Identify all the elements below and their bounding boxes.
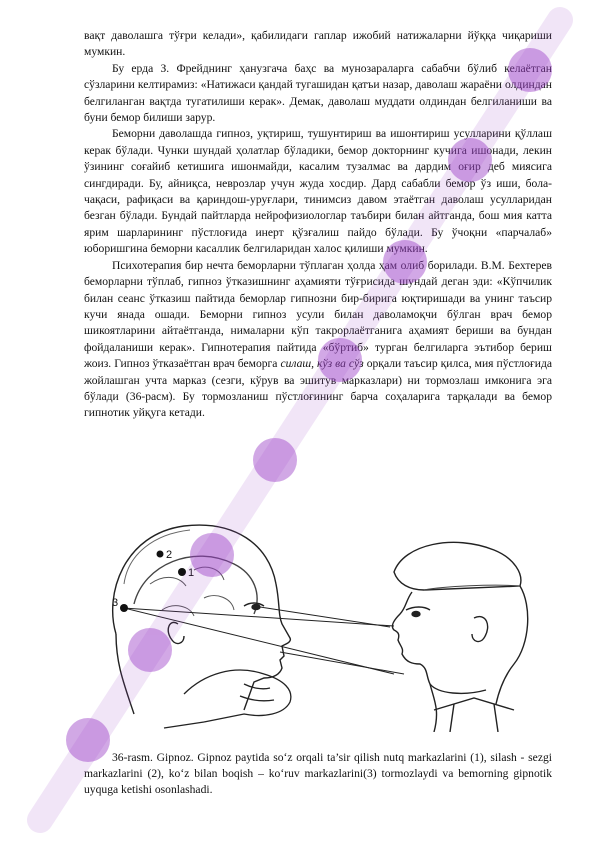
doctor-hand [164, 670, 291, 728]
figure-caption: 36-rasm. Gipnoz. Gipnoz paytida so‘z orqali ta’sir qilish nutq markazlarini (1), silash - sezgi markazlarini (2), ko‘z bilan boqish – ko‘ruv markazlarini(3) tormozlaydi va bemorning gipnotik uyquga ketishi osonlashadi. [84, 750, 552, 797]
body-text [84, 28, 552, 422]
paragraph-1: вақт даволашга тўғри келади», қабилидаги гаплар ижобий натижаларни йўққа чиқариши мумкин. [84, 29, 552, 59]
patient-head [113, 525, 291, 714]
paragraph-2: Бу ерда З. Фрейднинг ҳанузгача баҳс ва мунозараларга сабабчи бўлиб келаётган сўзларини келтирамиз: «Натижаси қандай тугашидан қатъи назар, даволаш жараёни олдиндан белгиланган вақтда тугатилиши керак». Демак, даволаш муддати олдиндан белгиланиши ва буни бемор билиши зарур. [84, 61, 552, 125]
projection-lines [124, 607, 404, 674]
paragraph-4-text: Психотерапия бир нечта беморларни тўплаган ҳолда ҳам олиб борилади. В.М. Бехтерев беморларни тўплаб, гипноз ўтказишнинг аҳамияти тўғрисида шундай деган эди: «Кўпчилик билан сеанс ўтказиш пайтида беморлар гипнозни бир-бирига юқтиришади ва унинг таъсир кучи янада ошади. Беморни гипноз усули билан даволамоқчи бўлган врач бемор шикоятларини айтаётганда, нималарни кўп такрорлаётганига аҳамият бериши ва бундан фойдаланиши керак». Гипнотерапия пайтида «бўртиб» турган белгиларга эътибор бериш жоиз. Гипноз ўтказаётган врач беморга [84, 258, 552, 371]
marker-1: 1 [188, 567, 195, 579]
marker-2: 2 [166, 549, 173, 561]
paragraph-4-italic: силаш, кўз ва сўз [280, 357, 364, 371]
marker-3: 3 [112, 597, 119, 609]
paragraph-4-text-after: орқали таъсир қилса, мия пўстлоғида жойлашган учта марказ (сезги, кўрув ва эшитув марказлари) ни тормозлаш имконига эга бўлади (36-расм). Бу тормозланиш пўстлоғининг барча соҳаларига тарқалади ва бемор гипнотик уйқуга кетади. [84, 357, 553, 420]
hypnosis-illustration [94, 514, 544, 732]
paragraph-3: Беморни даволашда гипноз, уқтириш, тушунтириш ва ишонтириш усулларини қўллаш керак бўлади. Чунки шундай ҳолатлар бўладики, бемор докторнинг кучига ишонади, лекин ўзининг соғайиб кетишига ишонмайди, касалим тузалмас ва дардим оғир деб миясига сингдиради. Бу, айниқса, неврозлар учун жуда хосдир. Дард сабабли бемор ўз иши, бола-чақаси, рафиқаси ва қариндош-уруғлари, тинимсиз давом этаётган даволаш усулларидан безган бўлади. Бундай пайтларда нейрофизиологлар таъбири билан айтганда, бош мия катта ярим шарларининг пўстлоғида инерт қўзғалиш пайдо бўлади. Бу ўчоқни «парчалаб» юборишгина беморни касаллик белгиларидан халос қилиши мумкин. [84, 127, 552, 256]
doctor-head [392, 542, 527, 732]
paragraph-4 [84, 258, 552, 422]
